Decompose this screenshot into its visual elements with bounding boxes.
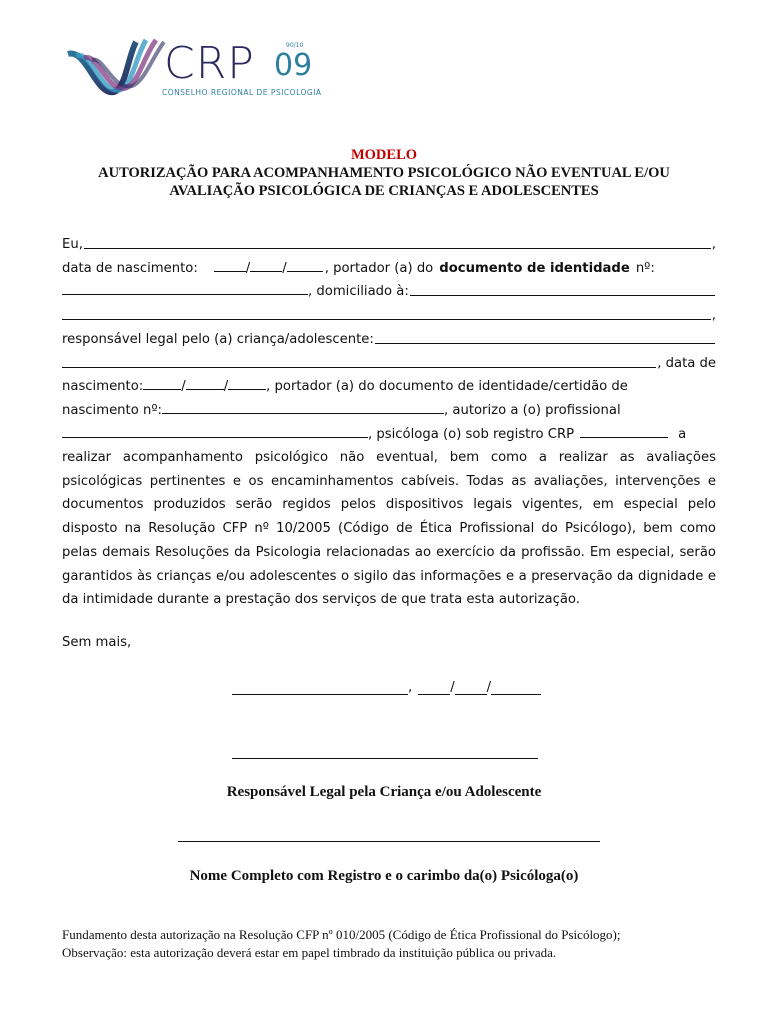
professional-name-blank[interactable] [62, 423, 368, 438]
logo-years: 90/10 [286, 42, 304, 49]
label-portador: , portador (a) do [324, 260, 434, 276]
slash: / [486, 680, 492, 695]
certificate-number-blank[interactable] [162, 399, 444, 414]
slash: / [181, 379, 186, 395]
child-name-blank[interactable] [375, 328, 715, 344]
slash: / [282, 260, 287, 276]
form-line-certificate [62, 399, 716, 423]
child-birth-year-blank[interactable] [228, 375, 266, 390]
label-documento-identidade: documento de identidade [439, 260, 630, 276]
form-line-responsible [62, 328, 716, 352]
footer-observacao: Observação: esta autorização deverá estar em papel timbrado da instituição pública ou privada. [62, 945, 557, 960]
comma: , [408, 680, 413, 695]
label-autorizo: , autorizo a (o) profissional [444, 402, 621, 418]
document-title-line2: AVALIAÇÃO PSICOLÓGICA DE CRIANÇAS E ADOLESCENTES [169, 183, 599, 199]
label-a: a [678, 426, 687, 442]
place-date-line [232, 680, 541, 695]
form-line-child-birth-date [62, 375, 716, 399]
logo-subtitle: CONSELHO REGIONAL DE PSICOLOGIA [162, 88, 322, 97]
form-line-domicile [62, 280, 716, 304]
guardian-signature-line[interactable] [232, 758, 538, 759]
form-line-name [62, 233, 716, 257]
child-name-continued-blank[interactable] [62, 352, 656, 368]
document-title-line1: AUTORIZAÇÃO PARA ACOMPANHAMENTO PSICOLÓGICO NÃO EVENTUAL E/OU [98, 165, 670, 181]
crp-logo [66, 36, 326, 102]
modelo-label: MODELO [350, 147, 418, 163]
label-portador-certidao: , portador (a) do documento de identidade/certidão de [266, 379, 628, 395]
slash: / [450, 680, 455, 695]
date-day-blank[interactable] [418, 680, 450, 695]
logo-brand: CRP [164, 38, 255, 89]
label-psicologa: , psicóloga (o) sob registro CRP [368, 426, 575, 442]
label-nascimento: nascimento: [62, 379, 144, 395]
guardian-signature-caption: Responsável Legal pela Criança e/ou Adolescente [226, 784, 542, 800]
slash: / [223, 379, 229, 395]
slash: / [245, 260, 251, 276]
label-numero: nº: [635, 260, 655, 276]
footer-fundamento: Fundamento desta autorização na Resolução CFP nº 010/2005 (Código de Ética Profissional do Psicólogo); [62, 927, 621, 942]
address-continued-blank[interactable] [62, 304, 711, 320]
logo-region-number: 09 [274, 48, 313, 83]
place-blank[interactable] [232, 680, 408, 695]
form-line-address2 [62, 304, 716, 328]
label-nascimento-numero: nascimento nº: [62, 402, 162, 418]
date-month-blank[interactable] [455, 680, 487, 695]
crp-wave-icon [66, 36, 166, 102]
authorization-form [62, 233, 716, 446]
form-line-birth [62, 257, 716, 281]
label-domiciliado: , domiciliado à: [308, 284, 409, 300]
label-data-de: , data de [657, 355, 716, 371]
date-year-blank[interactable] [491, 680, 541, 695]
child-birth-day-blank[interactable] [143, 375, 181, 390]
form-line-child-birth [62, 352, 716, 376]
psychologist-signature-line[interactable] [178, 841, 600, 842]
birth-year-blank[interactable] [287, 257, 323, 272]
label-responsavel: responsável legal pelo (a) criança/adolescente: [62, 331, 374, 347]
name-blank[interactable] [84, 233, 711, 249]
psychologist-signature-caption: Nome Completo com Registro e o carimbo da(o) Psicóloga(o) [189, 868, 579, 884]
document-number-blank[interactable] [62, 280, 308, 295]
birth-month-blank[interactable] [250, 257, 282, 272]
label-birth-date: data de nascimento: [62, 260, 198, 276]
birth-day-blank[interactable] [214, 257, 246, 272]
crp-registration-blank[interactable] [580, 423, 668, 438]
closing-text: Sem mais, [62, 635, 132, 650]
comma: , [711, 308, 716, 324]
form-line-professional [62, 423, 716, 447]
label-eu: Eu, [62, 237, 83, 252]
address-blank[interactable] [410, 280, 715, 296]
authorization-paragraph: realizar acompanhamento psicológico não eventual, bem como a realizar as avaliações psicológicas pertinentes e os encaminhamentos cabíveis. Todas as avaliações, intervenções e documentos produzidos serão regidos pelos dispositivos legais vigentes, em especial pelo disposto na Resolução CFP nº 10/2005 (Código de Ética Profissional do Psicólogo), bem como pelas demais Resoluções da Psicologia relacionadas ao exercício da profissão. Em especial, serão garantidos às crianças e/ou adolescentes o sigilo das informações e a preservação da dignidade e da intimidade durante a prestação dos serviços de que trata esta autorização. [62, 450, 716, 608]
comma: , [711, 237, 716, 252]
child-birth-month-blank[interactable] [186, 375, 224, 390]
